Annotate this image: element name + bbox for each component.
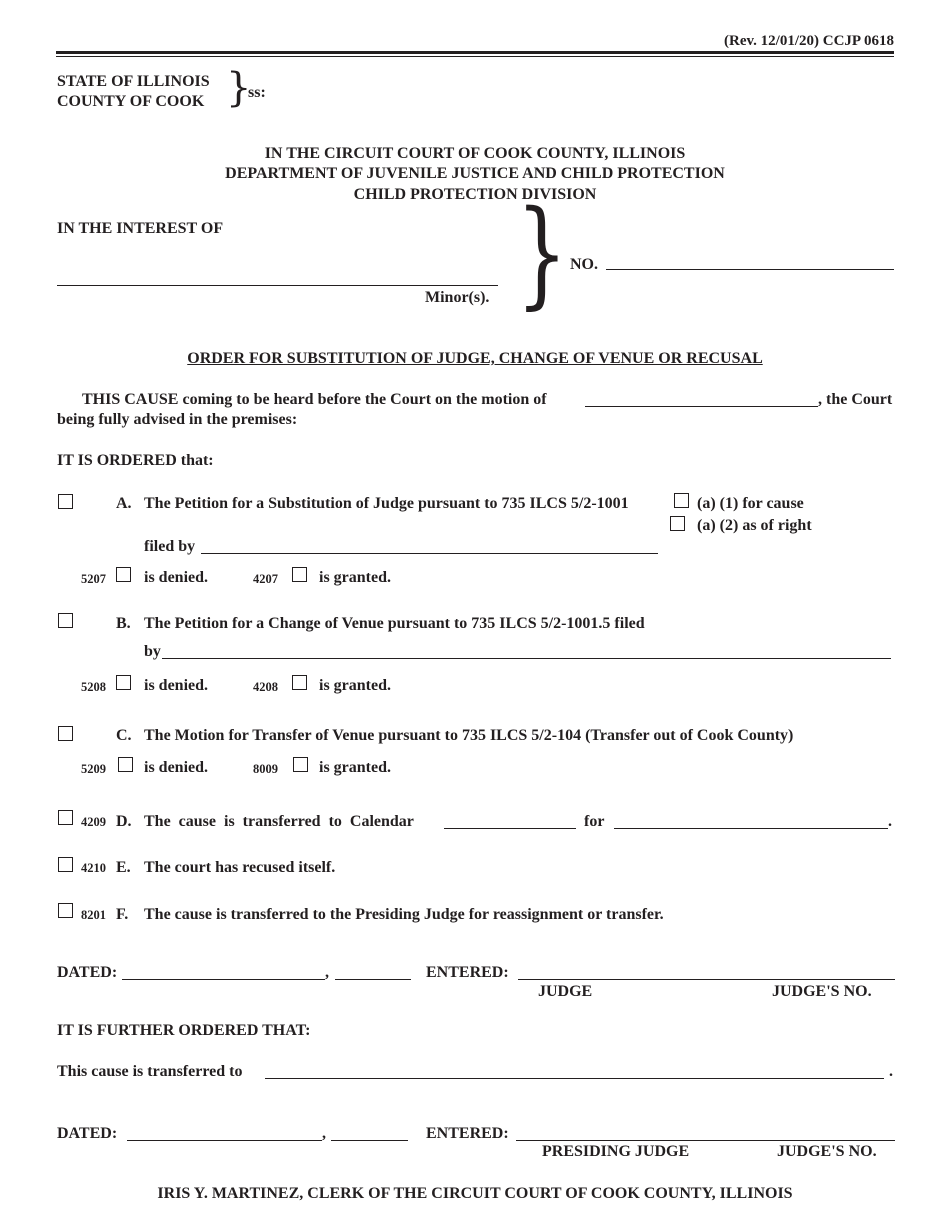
section-a-checkbox[interactable] — [58, 494, 73, 509]
minor-name-line[interactable] — [57, 285, 498, 286]
intro-text-end: , the Court — [818, 391, 893, 408]
b-denied-label: is denied. — [144, 677, 209, 694]
section-f-checkbox[interactable] — [58, 903, 73, 918]
dated-year-line[interactable] — [335, 979, 411, 980]
section-d-text: The cause is transferred to Calendar — [144, 813, 414, 830]
dated-comma-2: , — [322, 1125, 326, 1142]
filed-by-label: filed by — [144, 538, 196, 555]
dated-label-2: DATED: — [57, 1125, 118, 1142]
for-label: for — [584, 813, 605, 830]
intro-text: THIS CAUSE coming to be heard before the Court on the motion of — [82, 391, 547, 408]
court-division: CHILD PROTECTION DIVISION — [353, 186, 597, 203]
section-c-letter: C. — [116, 727, 132, 744]
transferred-line[interactable] — [265, 1078, 884, 1079]
presiding-judge-label: PRESIDING JUDGE — [542, 1143, 690, 1160]
dated-year-line-2[interactable] — [331, 1140, 408, 1141]
c-denied-label: is denied. — [144, 759, 209, 776]
b-granted-label: is granted. — [319, 677, 391, 694]
dated-label: DATED: — [57, 964, 118, 981]
section-b-text: The Petition for a Change of Venue pursuant to 735 ILCS 5/2-1001.5 filed — [144, 615, 645, 632]
code-4209: 4209 — [81, 815, 106, 829]
further-ordered-heading: IT IS FURTHER ORDERED THAT: — [57, 1022, 311, 1039]
as-of-right-checkbox[interactable] — [670, 516, 685, 531]
header-rule-thin — [56, 56, 894, 57]
section-e-letter: E. — [116, 859, 131, 876]
court-name: IN THE CIRCUIT COURT OF COOK COUNTY, ILLINOIS — [264, 145, 686, 162]
c-granted-checkbox[interactable] — [293, 757, 308, 772]
code-4207: 4207 — [253, 572, 278, 586]
for-cause-checkbox[interactable] — [674, 493, 689, 508]
intro-text-2: being fully advised in the premises: — [57, 411, 298, 428]
code-4210: 4210 — [81, 861, 106, 875]
judge-no-label: JUDGE'S NO. — [772, 983, 872, 1000]
interest-of-label: IN THE INTEREST OF — [57, 220, 224, 237]
section-c-checkbox[interactable] — [58, 726, 73, 741]
code-5208: 5208 — [81, 680, 106, 694]
section-f-text: The cause is transferred to the Presiding Judge for reassignment or transfer. — [144, 906, 664, 923]
section-a-letter: A. — [116, 495, 132, 512]
a-granted-label: is granted. — [319, 569, 391, 586]
code-4208: 4208 — [253, 680, 278, 694]
entered-label-2: ENTERED: — [426, 1125, 509, 1142]
section-e-checkbox[interactable] — [58, 857, 73, 872]
section-c-text: The Motion for Transfer of Venue pursuant to 735 ILCS 5/2-104 (Transfer out of Cook County) — [144, 727, 794, 744]
b-denied-checkbox[interactable] — [116, 675, 131, 690]
b-by-label: by — [144, 643, 161, 660]
calendar-line[interactable] — [444, 828, 576, 829]
dated-line[interactable] — [122, 979, 325, 980]
d-period: . — [888, 813, 892, 830]
order-title: ORDER FOR SUBSTITUTION OF JUDGE, CHANGE OF VENUE OR RECUSAL — [187, 350, 763, 367]
clerk-footer: IRIS Y. MARTINEZ, CLERK OF THE CIRCUIT COURT OF COOK COUNTY, ILLINOIS — [157, 1185, 793, 1202]
judge-label: JUDGE — [538, 983, 593, 1000]
case-number-line[interactable] — [606, 269, 894, 270]
movant-line[interactable] — [585, 406, 818, 407]
section-d-letter: D. — [116, 813, 132, 830]
b-by-line[interactable] — [162, 658, 891, 659]
brace-icon: } — [226, 65, 252, 111]
code-8009: 8009 — [253, 762, 278, 776]
code-5209: 5209 — [81, 762, 106, 776]
a-denied-checkbox[interactable] — [116, 567, 131, 582]
minors-label: Minor(s). — [425, 289, 490, 306]
section-a-text: The Petition for a Substitution of Judge pursuant to 735 ILCS 5/2-1001 — [144, 495, 629, 512]
section-d-checkbox[interactable] — [58, 810, 73, 825]
section-f-letter: F. — [116, 906, 129, 923]
caption-brace-icon: } — [516, 186, 568, 321]
county-label: COUNTY OF COOK — [57, 93, 205, 110]
form-revision: (Rev. 12/01/20) CCJP 0618 — [724, 33, 894, 49]
dated-line-2[interactable] — [127, 1140, 322, 1141]
section-b-checkbox[interactable] — [58, 613, 73, 628]
a-denied-label: is denied. — [144, 569, 209, 586]
for-cause-label: (a) (1) for cause — [697, 495, 804, 512]
ss-label: ss: — [248, 84, 266, 101]
entered-label: ENTERED: — [426, 964, 509, 981]
dated-comma: , — [325, 964, 329, 981]
transferred-label: This cause is transferred to — [57, 1063, 243, 1080]
code-8201: 8201 — [81, 908, 106, 922]
judge-signature-line[interactable] — [518, 979, 895, 980]
a-granted-checkbox[interactable] — [292, 567, 307, 582]
c-granted-label: is granted. — [319, 759, 391, 776]
filed-by-line[interactable] — [201, 553, 658, 554]
case-number-label: NO. — [570, 256, 598, 273]
section-b-letter: B. — [116, 615, 131, 632]
presiding-judge-signature-line[interactable] — [516, 1140, 895, 1141]
as-of-right-label: (a) (2) as of right — [697, 517, 812, 534]
b-granted-checkbox[interactable] — [292, 675, 307, 690]
transferred-period: . — [889, 1063, 893, 1080]
state-label: STATE OF ILLINOIS — [57, 73, 210, 90]
code-5207: 5207 — [81, 572, 106, 586]
judge-no-label-2: JUDGE'S NO. — [777, 1143, 877, 1160]
ordered-heading: IT IS ORDERED that: — [57, 452, 214, 469]
for-line[interactable] — [614, 828, 888, 829]
c-denied-checkbox[interactable] — [118, 757, 133, 772]
header-rule — [56, 51, 894, 54]
court-department: DEPARTMENT OF JUVENILE JUSTICE AND CHILD PROTECTION — [225, 165, 725, 182]
section-e-text: The court has recused itself. — [144, 859, 336, 876]
